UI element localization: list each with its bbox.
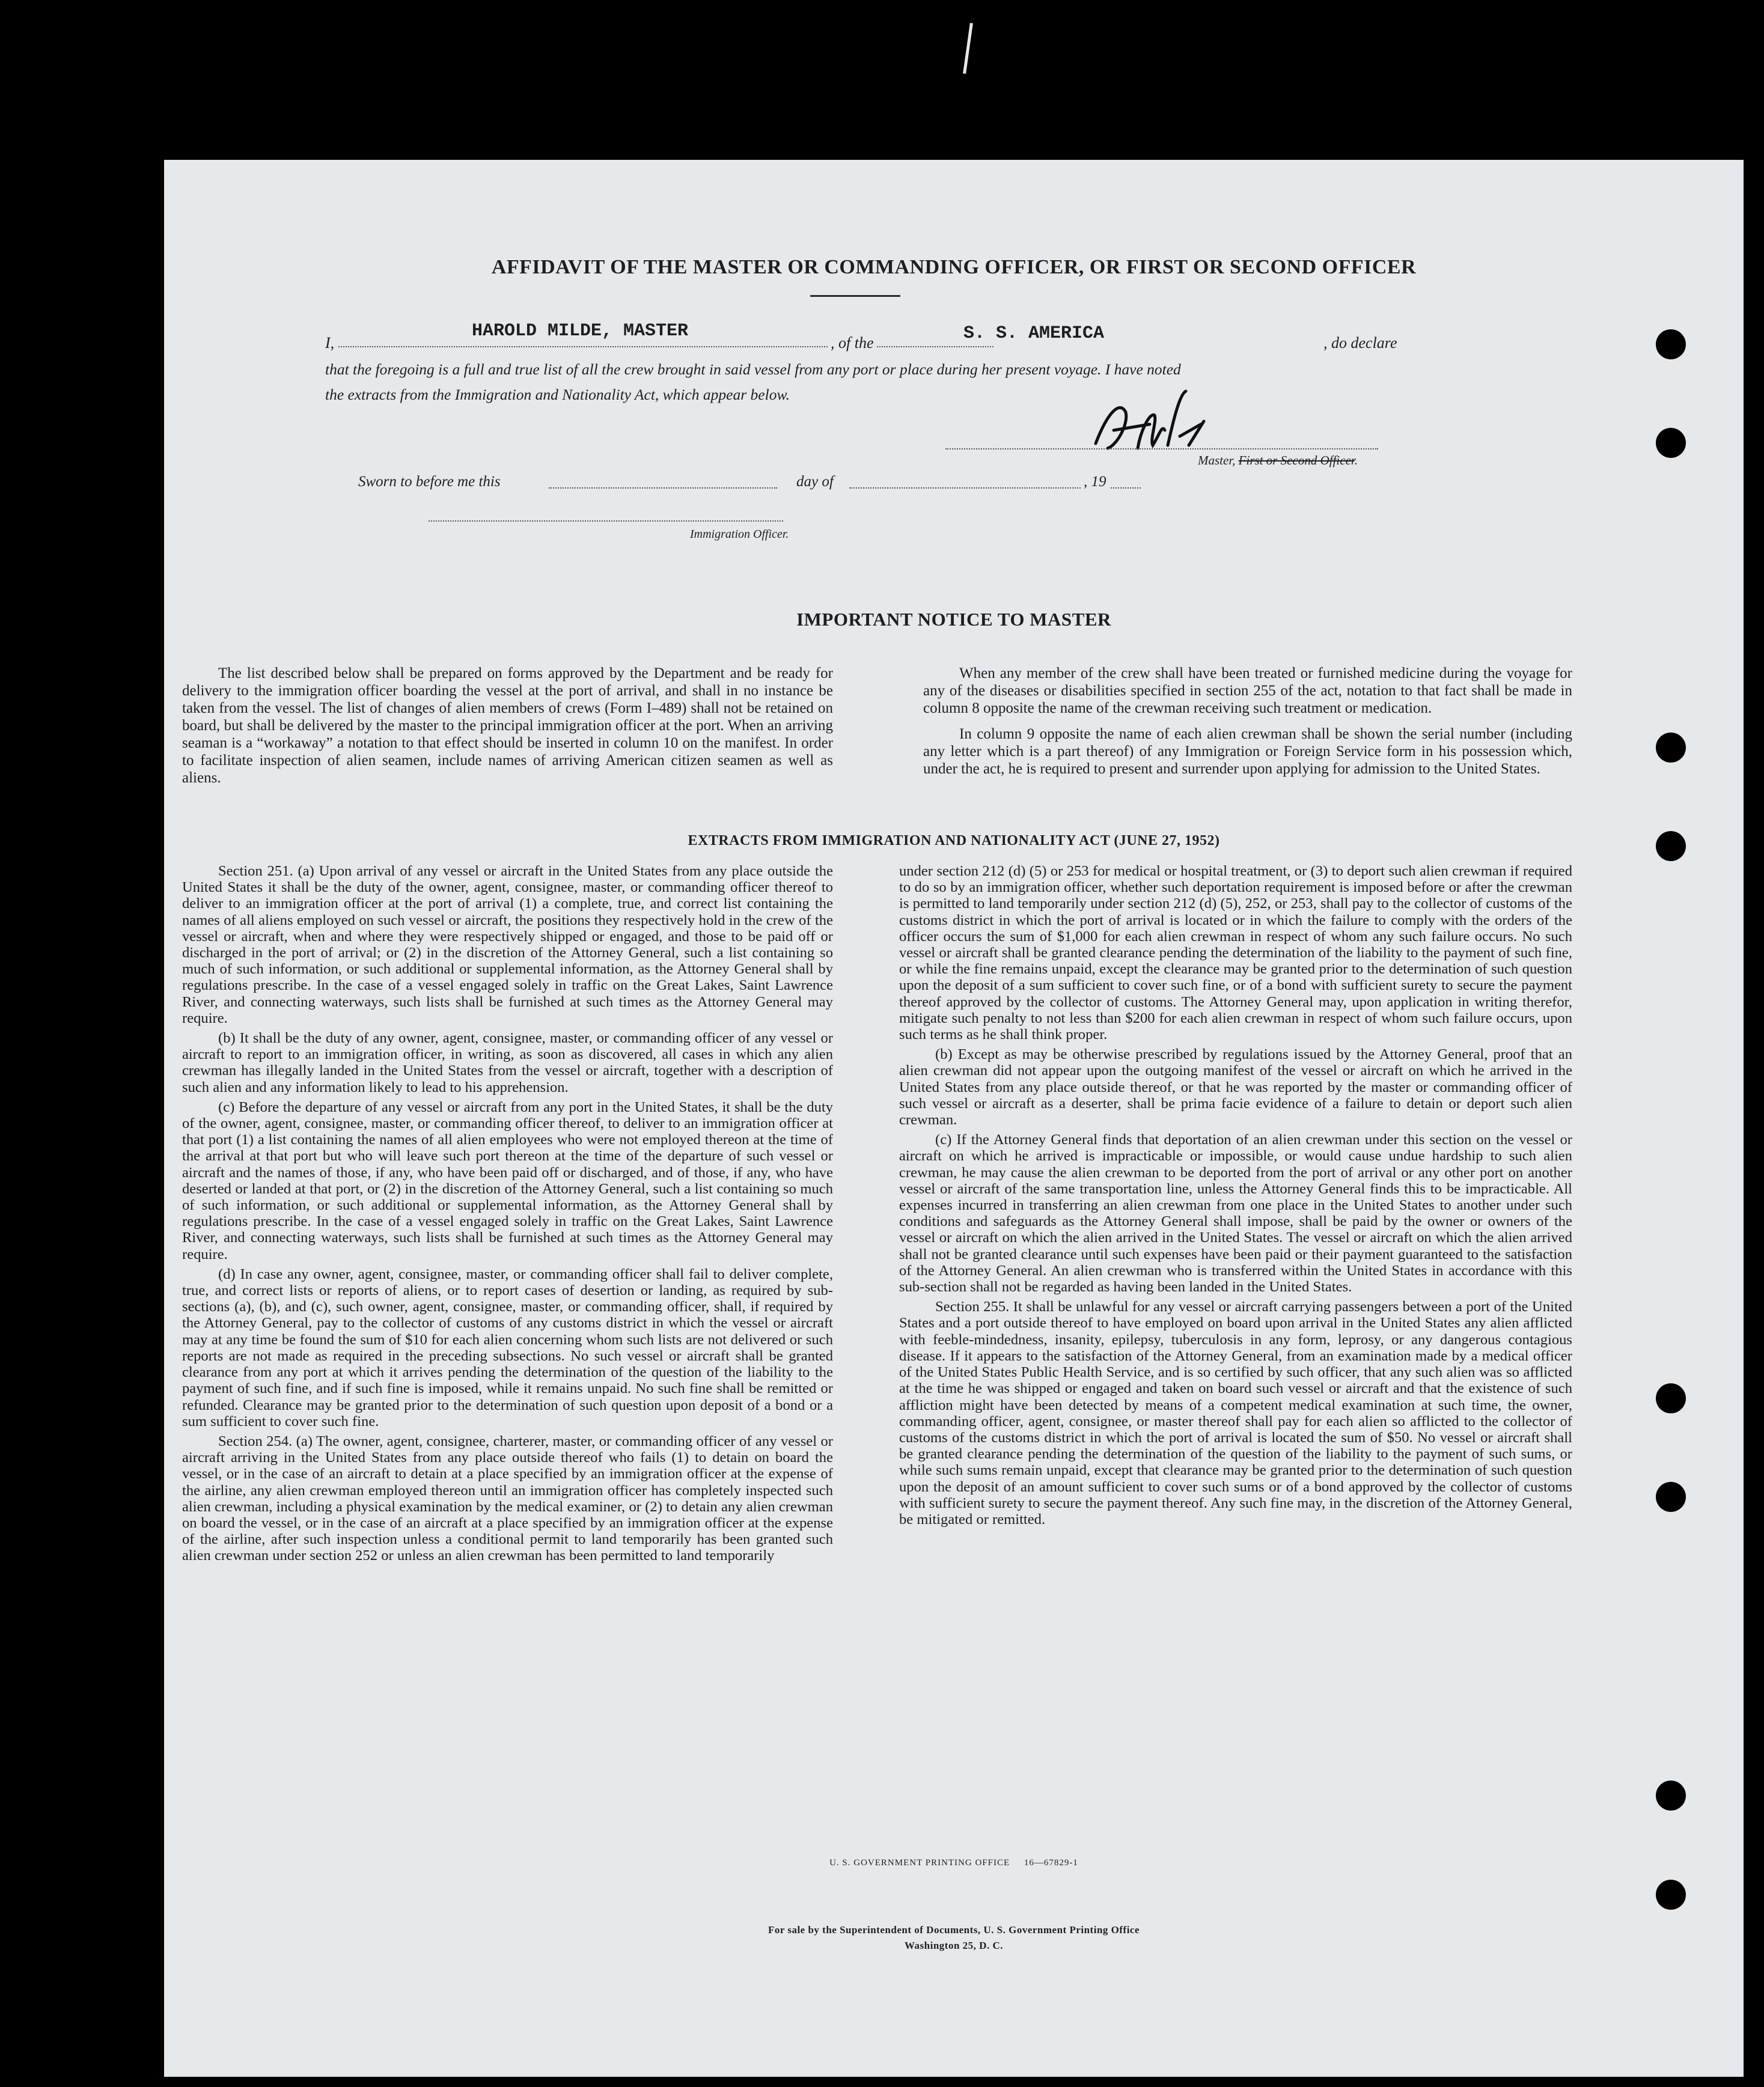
statement-line-1: that the foregoing is a full and true list of all the crew brought in said vessel from any port or place during her present voyage. I have noted bbox=[325, 361, 1181, 378]
caption-end: . bbox=[1354, 453, 1358, 468]
extract-section-254a: Section 254. (a) The owner, agent, consignee, charterer, master, or commanding officer of any vessel or aircraft arriving in the United States from any place outside thereof who fails (1) to detain on board the vessel, or in the case of an aircraft to detain at a place specified by an immigration officer at the expense of the airline, any alien crewman employed thereon until an immigration officer has completely inspected such alien crewman, including a physical examination by the medical examiner, or (2) to detain any alien crewman on board the vessel, or in the case of an aircraft at a place specified by an immigration officer at the expense of the airline, after such inspection unless a conditional permit to land temporarily has been granted such alien crewman under section 252 or unless an alien crewman has been permitted to land temporarily bbox=[182, 1433, 833, 1564]
master-name-value: HAROLD MILDE, MASTER bbox=[472, 321, 689, 341]
extract-section-251b: (b) It shall be the duty of any owner, agent, consignee, master, or commanding officer of any vessel or aircraft to report to an immigration officer, in writing, as soon as discovered, all cases in which any alien crewman has illegally landed in the United States from the vessel or aircraft, together with a description of such alien and any information likely to lead to his apprehension. bbox=[182, 1030, 833, 1095]
sale-line-1: For sale by the Superintendent of Documents, U. S. Government Printing Office bbox=[768, 1924, 1140, 1936]
scan-mark bbox=[963, 23, 973, 74]
extract-section-251d: (d) In case any owner, agent, consignee, master, or commanding officer shall fail to deliver complete, true, and correct lists or reports of aliens, or to report cases of desertion or landing, as required by sub-sections (a), (b), and (c), such owner, agent, consignee, master, or commanding officer, shall, if required by the Attorney General, pay to the collector of customs of any customs district in which the vessel or aircraft may at any time be found the sum of $10 for each alien concerning whom such lists are not delivered or such reports are not made as required in the preceding subsections. No such vessel or aircraft shall be granted clearance from any port at which it arrives pending the determination of the question of the liability to the payment of such fine, and if such fine is imposed, while it remains unpaid. No such fine shall be remitted or refunded. Clearance may be granted prior to the determination of such question upon deposit of a bond or a sum sufficient to cover such fine. bbox=[182, 1266, 833, 1430]
gpo-code: U. S. GOVERNMENT PRINTING OFFICE 16—67829-1 bbox=[829, 1858, 1078, 1868]
signature-caption bbox=[1198, 453, 1358, 468]
extract-section-251a: Section 251. (a) Upon arrival of any vessel or aircraft in the United States from any place outside the United States it shall be the duty of the owner, agent, consignee, master, or commanding officer thereof to deliver to an immigration officer at the port of arrival (1) a complete, true, and correct list containing the names of all aliens employed on such vessel or aircraft, the positions they respectively hold in the crew of the vessel or aircraft, when and where they were respectively shipped or engaged, and those to be paid off or discharged in the port of arrival; or (2) in the discretion of the Attorney General, such a list containing so much of such information, or such additional or supplemental information, as the Attorney General shall by regulations prescribe. In the case of a vessel engaged solely in traffic on the Great Lakes, Saint Lawrence River, and connecting waterways, such lists shall be furnished at such times as the Attorney General may require. bbox=[182, 863, 833, 1026]
binder-hole bbox=[1656, 1880, 1686, 1910]
binder-hole bbox=[1656, 733, 1686, 763]
notice-right-column bbox=[923, 665, 1572, 786]
binder-hole bbox=[1656, 329, 1686, 359]
statement-line-2: the extracts from the Immigration and Nationality Act, which appear below. bbox=[325, 386, 790, 403]
notice-right-paragraph-1: When any member of the crew shall have been treated or furnished medicine during the voyage for any of the diseases or disabilities specified in section 255 of the act, notation to that fact shall be made in column 8 opposite the name of the crewman receiving such treatment or medication. bbox=[923, 665, 1572, 716]
i-label: I, bbox=[325, 334, 335, 352]
binder-hole bbox=[1656, 1482, 1686, 1512]
year-label: , 19 bbox=[1084, 474, 1106, 490]
signature-line bbox=[945, 448, 1378, 449]
notice-right-paragraph-2: In column 9 opposite the name of each alien crewman shall be shown the serial number (including any letter which is a part thereof) of any Immigration or Foreign Service form in his possession which, under the act, he is required to present and surrender upon applying for admission to the United States. bbox=[923, 726, 1572, 777]
sale-line-2: Washington 25, D. C. bbox=[905, 1940, 1003, 1951]
extract-section-254c: (c) If the Attorney General finds that deportation of an alien crewman under this section on the vessel or aircraft on which he arrived is impracticable or impossible, or would cause undue hardship to such alien crewman, he may cause the alien crewman to be deported from the port of arrival or any other port on another vessel or aircraft of the same transportation line, unless the Attorney General finds this to be impracticable. All expenses incurred in transferring an alien crewman from one place in the United States to another under such conditions and safeguards as the Attorney General shall impose, shall be paid by the owner or owners of the vessel or aircraft on which the alien arrived in the United States. The vessel or aircraft on which the alien arrived shall not be granted clearance until such expenses have been paid or their payment guaranteed to the satisfaction of the Attorney General. An alien crewman who is transferred within the United States in accordance with this sub-section shall not be regarded as having been landed in the United States. bbox=[899, 1132, 1572, 1296]
caption-struck: First or Second Officer bbox=[1238, 453, 1355, 468]
affidavit-title: AFFIDAVIT OF THE MASTER OR COMMANDING OFFICER, OR FIRST OR SECOND OFFICER bbox=[491, 256, 1417, 278]
officer-caption: Immigration Officer. bbox=[690, 528, 789, 541]
year-line bbox=[1111, 487, 1141, 489]
notice-title: IMPORTANT NOTICE TO MASTER bbox=[796, 609, 1111, 630]
declare-label: , do declare bbox=[1321, 334, 1400, 352]
extracts-left-column bbox=[182, 863, 833, 1568]
title-rule bbox=[810, 295, 900, 297]
extract-section-254a-cont: under section 212 (d) (5) or 253 for medical or hospital treatment, or (3) to deport such alien crewman if required to do so by an immigration officer, whether such deportation requirement is imposed before or after the crewman is permitted to land temporarily under section 212 (d) (5), 252, or 253, shall pay to the collector of customs of the customs district in which the port of arrival is located or in which the failure to comply with the orders of the officer occurs the sum of $1,000 for each alien crewman in respect of whom any such failure occurs. No such vessel or aircraft shall be granted clearance pending the determination of the liability to the payment of such fine, or while the fine remains unpaid, except the clearance may be granted prior to the determination of such question upon the deposit of a sum sufficient to cover such fine, or of a bond with sufficient surety to secure the payment thereof approved by the collector of customs. The Attorney General may, upon application in writing therefor, mitigate such penalty to not less than $200 for each alien crewman in respect of whom such failure occurs, upon such terms as he shall think proper. bbox=[899, 863, 1572, 1043]
extract-section-254b: (b) Except as may be otherwise prescribed by regulations issued by the Attorney General, proof that an alien crewman did not appear upon the outgoing manifest of the vessel or aircraft on which he arrived in the United States from any place outside thereof, or that he was reported by the master or commanding officer of such vessel or aircraft as a deserter, shall be prima facie evidence of a failure to detain or deport such alien crewman. bbox=[899, 1046, 1572, 1129]
day-of-label: day of bbox=[796, 474, 834, 490]
extracts-title: EXTRACTS FROM IMMIGRATION AND NATIONALITY ACT (JUNE 27, 1952) bbox=[688, 833, 1220, 849]
extracts-right-column bbox=[899, 863, 1572, 1531]
form-page bbox=[164, 160, 1744, 2077]
notice-left-paragraph: The list described below shall be prepared on forms approved by the Department and be ready for delivery to the immigration officer boarding the vessel at the port of arrival, and shall in no instance be taken from the vessel. The list of changes of alien members of crews (Form I–489) shall not be retained on board, but shall be delivered by the master to the principal immigration officer at the port. When an arriving seaman is a “workaway” a notation to that effect should be inserted in column 10 on the manifest. In order to facilitate inspection of alien seamen, include names of arriving American citizen seamen as well as aliens. bbox=[182, 665, 833, 786]
binder-hole bbox=[1656, 1383, 1686, 1413]
sworn-label: Sworn to before me this bbox=[358, 474, 501, 490]
binder-hole bbox=[1656, 1781, 1686, 1811]
master-signature bbox=[1084, 388, 1216, 460]
vessel-name-value: S. S. AMERICA bbox=[963, 323, 1105, 344]
extract-section-251c: (c) Before the departure of any vessel or aircraft from any port in the United States, it shall be the duty of the owner, agent, consignee, master, or commanding officer thereof, to deliver to an immigration officer at that port (1) a list containing the names of all alien employees who were not employed thereon at the time of the arrival at that port but who will leave such port thereon at the time of the departure of such vessel or aircraft and the names of those, if any, who have been paid off or discharged, and of those, if any, who have deserted or landed at that port, or (2) in the discretion of the Attorney General, such a list containing so much of such information, or such additional or supplemental information, as the Attorney General shall by regulations prescribe. In the case of a vessel engaged solely in traffic on the Great Lakes, Saint Lawrence River, and connecting waterways, such lists shall be furnished at such times as the Attorney General may require. bbox=[182, 1098, 833, 1263]
officer-signature-line bbox=[429, 520, 783, 522]
notice-left-column bbox=[182, 665, 833, 795]
sworn-date-line bbox=[549, 487, 777, 489]
extract-section-255: Section 255. It shall be unlawful for any vessel or aircraft carrying passengers between a port of the United States and a port outside thereof to have employed on board upon arrival in the United States any alien afflicted with feeble-mindedness, insanity, epilepsy, tuberculosis in any form, leprosy, or any dangerous contagious disease. If it appears to the satisfaction of the Attorney General, from an examination made by a medical officer of the United States Public Health Service, and is so certified by such officer, that any such alien was so afflicted at the time he was shipped or engaged and taken on board such vessel or aircraft and that the existence of such affliction might have been detected by means of a competent medical examination at such time, the owner, commanding officer, agent, consignee, or master thereof shall pay for each alien so afflicted to the collector of customs of the customs district in which the port of arrival is located the sum of $50. No vessel or aircraft shall be granted clearance pending the determination of the question of the liability to the payment of such sums, or while such sums remain unpaid, except that clearance may be granted prior to the determination of such question upon the deposit of an amount sufficient to cover such sums or of a bond approved by the collector of customs with sufficient surety to secure the payment thereof. Any such fine may, in the discretion of the Attorney General, be mitigated or remitted. bbox=[899, 1299, 1572, 1528]
month-line bbox=[849, 487, 1081, 489]
binder-hole bbox=[1656, 428, 1686, 458]
master-name-line bbox=[338, 346, 993, 347]
caption-master: Master, bbox=[1198, 453, 1236, 468]
of-the-label: , of the bbox=[828, 334, 876, 352]
